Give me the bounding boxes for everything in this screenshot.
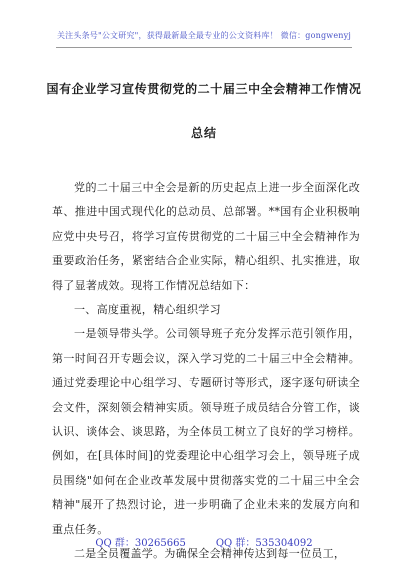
header-note: 关注头条号"公文研究"，获得最新最全最专业的公文资料库！ 微信：gongwenyj [56, 31, 352, 40]
document-title: 国有企业学习宣传贯彻党的二十届三中全会精神工作情况 [46, 82, 362, 96]
body-paragraph: 党的二十届三中全会是新的历史起点上进一步全面深化改革、推进中国式现代化的总动员、总部署。**国有企业积极响应党中央号召，将学习宣传贯彻党的二十届三中全会精神作为重要政治任务，紧密结合企业实际，精心组织、扎实推进，取得了显著成效。现将工作情况总结如下： [52, 181, 360, 292]
section-heading: 一、高度重视，精心组织学习 [74, 303, 221, 317]
document-body [52, 176, 360, 567]
body-paragraph: 一是领导带头学。公司领导班子充分发挥示范引领作用，第一时间召开专题会议，深入学习党的二十届三中全会精神。通过党委理论中心组学习、专题研讨等形式，逐字逐句研读全会文件，深刻领会精神实质。领导班子成员结合分管工作，谈认识、谈体会、谈思路，为全体员工树立了良好的学习榜样。例如，在[具体时间]的党委理论中心组学习会上，领导班子成员围绕"如何在企业改革发展中贯彻落实党的二十届三中全会精神"展开了热烈讨论，进一步明确了企业未来的发展方向和重点任务。 [52, 327, 360, 536]
body-paragraph: 二是全员覆盖学。为确保全会精神传达到每一位员工， [74, 547, 346, 561]
qq-group-2: QQ 群：535304092 [215, 538, 313, 549]
footer-qq-groups [0, 534, 408, 549]
header-divider [56, 47, 352, 48]
qq-group-1: QQ 群：30265665 [95, 538, 186, 549]
document-title-continued: 总结 [190, 126, 217, 140]
